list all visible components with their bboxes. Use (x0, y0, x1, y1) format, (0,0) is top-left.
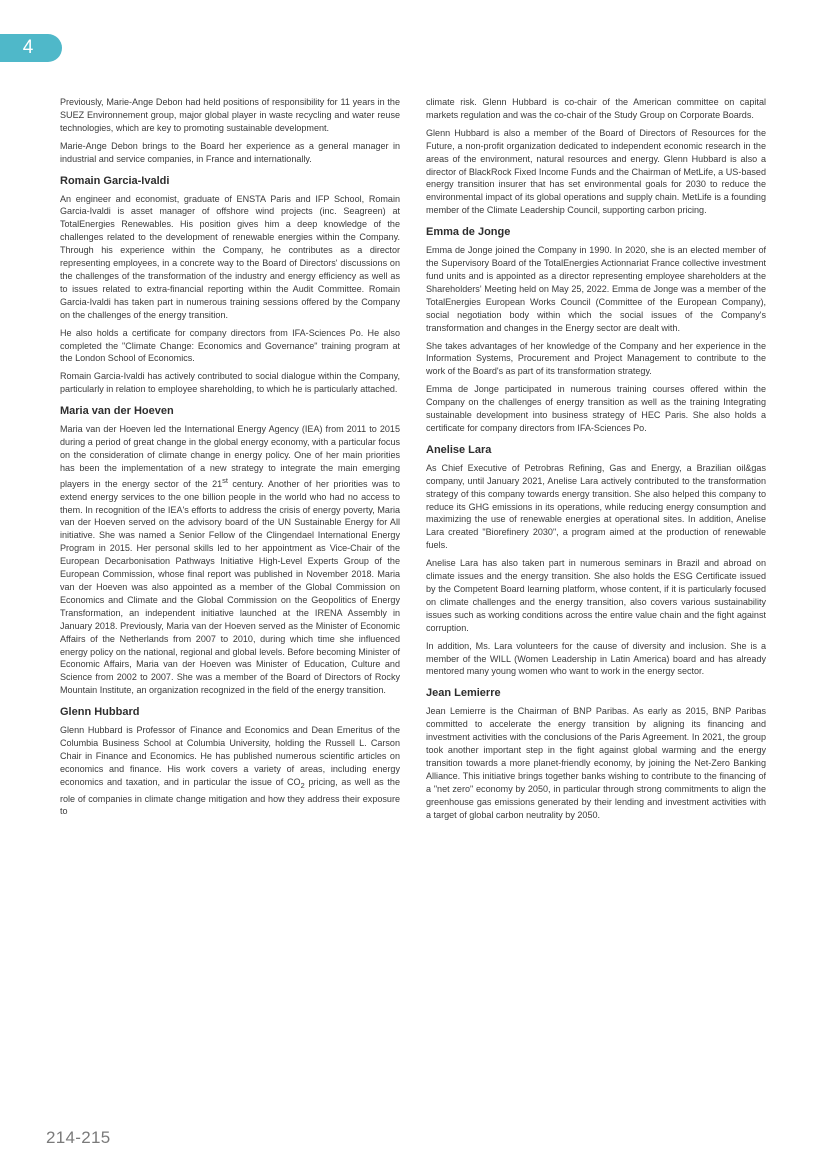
paragraph: Jean Lemierre is the Chairman of BNP Paribas. As early as 2015, BNP Paribas committed to accelerate the energy transition by aligning its financing and investment activities with the conclusions of the Paris Agreement. In 2021, the group took another important step in the fight against global warming and the energy transition towards a more planet-friendly economy, by joining the Net-Zero Banking Alliance. This initiative brings together banks wishing to contribute to the financing of a "net zero" economy by 2050, in particular through strong commitments to align the greenhouse gas emissions generated by their lending and investment activities with a target of global carbon neutrality by 2050. (426, 706, 766, 820)
section-heading-jean: Jean Lemierre (426, 687, 501, 700)
paragraph: In addition, Ms. Lara volunteers for the cause of diversity and inclusion. She is a member of the WILL (Women Leadership in Latin America) board and has already mentored many young women who want to work in the energy sector. (426, 640, 766, 677)
text-run: century. Another of her priorities was to extend energy services to the one billion people in the world who had no access to them. In recognition of the IEA's efforts to address the crisis of energy poverty, Maria van der Hoeven served on the advisory board of the UN Sustainable Energy for All initiative. She was named a Senior Fellow of the Clingendael International Energy Program in 2015. Her personal skills led to her appointment as Vice-Chair of the European Decarbonisation Pathways Initiative High-Level Experts Group of the European Commission, whose final report was published in November 2018. Maria van der Hoeven was also appointed as a member of the Global Commission on Economics and Climate and the Global Commission on the Geopolitics of Energy Transformation, an independent initiative launched at the IRENA Assembly in January 2018. Previously, Maria van der Hoeven served as the Minister of Economic Affairs of the Netherlands from 2007 to 2010, during which time she influenced energy policy on the national, regional and global levels. Before becoming Minister of Economic Affairs, Maria van der Hoeven was Minister of Education, Culture and Science from 2002 to 2007. She was a member of the Board of Directors of Rocky Mountain Institute, an organization recognized in the field of the energy transition. (60, 478, 401, 696)
paragraph: Glenn Hubbard is also a member of the Board of Directors of Resources for the Future, a non-profit organization dedicated to independent economic research in the areas of the environment, natural resources and energy. Glenn Hubbard is also a director of BlackRock Fixed Income Funds and the Chairman of MetLife, a US-based energy transition insurer that has set environmental goals for 2030 to reduce the environmental impact of its global operations and supply chain. MetLife is a founding member of the Climate Leadership Council, supporting carbon pricing. (426, 127, 766, 216)
section-heading-anelise: Anelise Lara (426, 443, 492, 456)
paragraph: An engineer and economist, graduate of ENSTA Paris and IFP School, Romain Garcia-Ivaldi is asset manager of offshore wind projects (inc. Seagreen) at TotalEnergies Renewables. His position gives him a deep knowledge of the challenges related to the development of renewable energies within the Company. Through his experience within the Company, he contributes as a director representing employees, in a concrete way to the Board of Directors' discussions on the challenges of the transformation of the industry and energy efficiency as well as to issues related to extra-financial reporting within the Audit Committee. Romain Garcia-Ivaldi has taken part in numerous training sessions offered by the Company on the challenges of the energy transition. (60, 193, 400, 320)
text-run: pricing, as well as the role of companies in climate change mitigation and how they address their exposure to (60, 776, 400, 817)
subscript: 2 (300, 780, 305, 790)
left-column (60, 96, 400, 823)
paragraph: Anelise Lara has also taken part in numerous seminars in Brazil and abroad on climate issues and the energy transition. She also holds the ESG Certificate issued by the Competent Board learning platform, whose content, if it is particularly focused on climate challenges and the energy transition, also covers various sustainability issues such as working conditions across the entire value chain and the fight against corruption. (426, 558, 766, 633)
paragraph: Emma de Jonge joined the Company in 1990. In 2020, she is an elected member of the Supervisory Board of the TotalEnergies Actionnariat France collective investment fund units and is appointed as a director representing employee shareholders at the Shareholders' Meeting held on May 25, 2022. Emma de Jonge was a member of the TotalEnergies European Works Council (Committee of the European Company), social negotiation body within which the social issues of the Company's transformation and changes in the Energy sector are dealt with. (426, 245, 766, 333)
section-heading-emma: Emma de Jonge (426, 226, 511, 239)
chapter-tab: 4 (0, 34, 62, 62)
paragraph: As Chief Executive of Petrobras Refining, Gas and Energy, a Brazilian oil&gas company, until January 2021, Anelise Lara actively contributed to the transformation strategy of this company towards energy transition. She also helped this company to reduce its GHG emissions in its operations, while reducing energy consumption and maximizing the use of renewable energies at operational sites. In addition, Anelise Lara created "Biorefinery 2030", a program aimed at the production of renewable fuels. (426, 462, 766, 551)
paragraph: Marie-Ange Debon brings to the Board her experience as a general manager in industrial and service companies, in France and internationally. (60, 140, 400, 164)
paragraph: He also holds a certificate for company directors from IFA-Sciences Po. He also completed the "Climate Change: Economics and Governance" training program at the London School of Economics. (60, 327, 400, 364)
section-heading-romain: Romain Garcia-Ivaldi (60, 174, 170, 187)
text-run: Glenn Hubbard is Professor of Finance and Economics and Dean Emeritus of the Columbia Business School at Columbia University, holding the Russell L. Carson Chair in Finance and Economics. He has published numerous scientific articles on economics and finance. His work covers a variety of areas, including energy economics and taxation, and in particular the issue of CO (60, 725, 400, 787)
paragraph: Emma de Jonge participated in numerous training courses offered within the Company on the challenges of energy transition as well as the training Integrating sustainable development into business strategy of HEC Paris. She also holds a certificate for company directors from IFA-Sciences Po. (426, 384, 766, 433)
superscript: st (222, 475, 228, 485)
paragraph: Previously, Marie-Ange Debon had held positions of responsibility for 11 years in the SUEZ Environnement group, major global player in waste recycling and water reuse technologies, which are key to promoting sustainable development. (60, 97, 400, 133)
right-column (426, 96, 766, 827)
page-number: 214-215 (46, 1128, 111, 1147)
section-heading-maria: Maria van der Hoeven (60, 405, 174, 418)
paragraph (60, 423, 400, 697)
text-run: Maria van der Hoeven led the International Energy Agency (IEA) from 2011 to 2015 during a period of great change in the global energy economy, with a particular focus on the consideration of climate change in energy policy. One of her main priorities has been the implementation of a new strategy to integrate the main emerging players in the energy sector of the 21 (60, 424, 400, 489)
paragraph: climate risk. Glenn Hubbard is co-chair of the American committee on capital markets regulation and was the co-chair of the Study Group on Corporate Boards. (426, 97, 766, 120)
paragraph: Romain Garcia-Ivaldi has actively contributed to social dialogue within the Company, particularly in relation to employee shareholding, to which he is particularly attached. (60, 371, 400, 395)
paragraph (60, 724, 400, 818)
section-heading-glenn: Glenn Hubbard (60, 706, 140, 719)
paragraph: She takes advantages of her knowledge of the Company and her experience in the Information Systems, Procurement and Project Management to contribute to the work of the Board's as part of its transformation strategy. (426, 340, 766, 377)
